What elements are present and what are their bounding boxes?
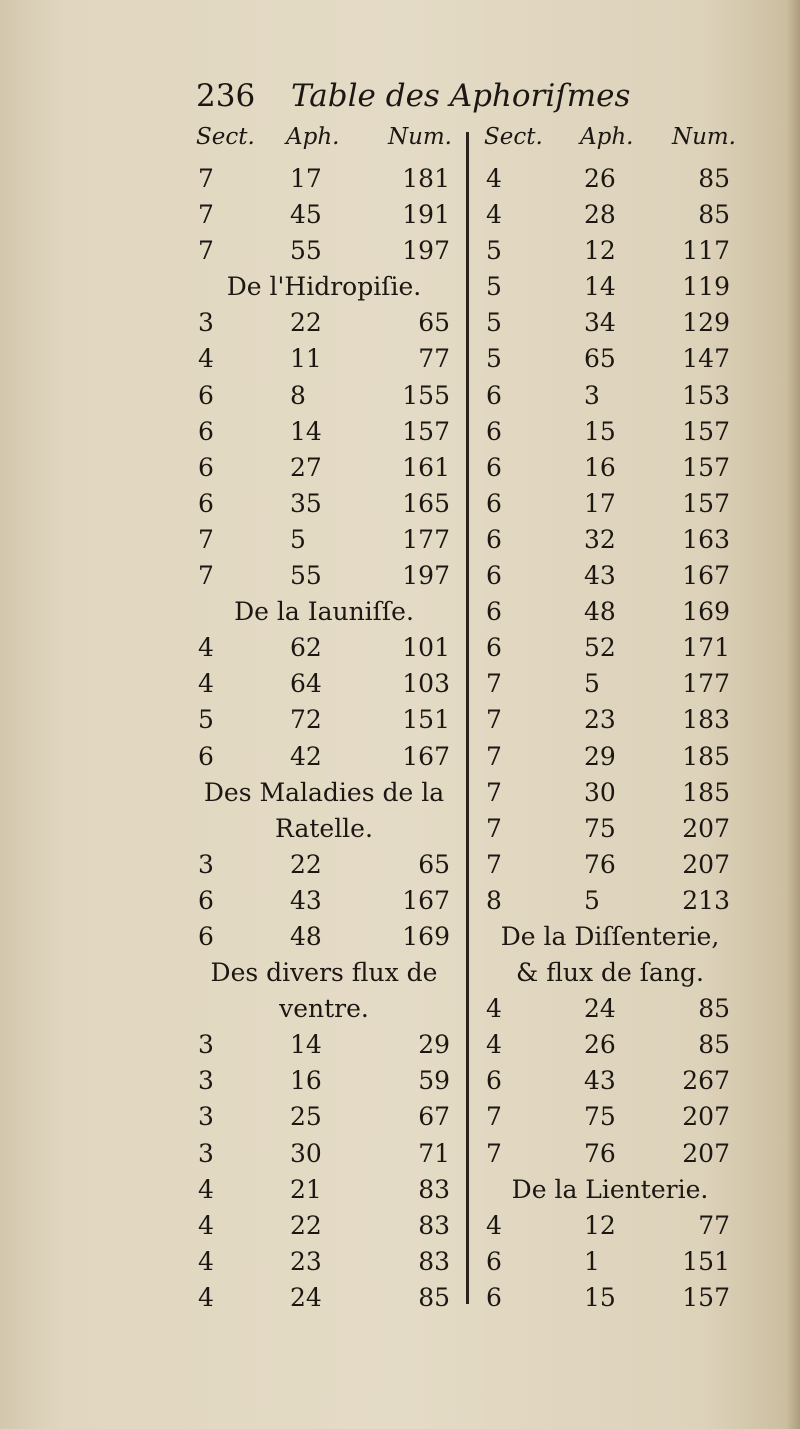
index-row bbox=[190, 1243, 458, 1279]
sect-value: 4 bbox=[198, 1210, 214, 1240]
num-value: 167 bbox=[682, 561, 730, 591]
index-row bbox=[476, 160, 744, 196]
section-heading bbox=[476, 1171, 744, 1207]
sect-value: 7 bbox=[198, 236, 214, 266]
right-rows bbox=[476, 160, 744, 1315]
num-value: 85 bbox=[698, 994, 730, 1024]
aph-value: 75 bbox=[584, 813, 616, 843]
aph-value: 1 bbox=[584, 1246, 600, 1276]
sect-value: 6 bbox=[486, 633, 502, 663]
sect-value: 3 bbox=[198, 849, 214, 879]
sect-value: 7 bbox=[486, 669, 502, 699]
sect-value: 6 bbox=[486, 452, 502, 482]
num-value: 171 bbox=[682, 633, 730, 663]
index-row bbox=[476, 593, 744, 629]
aph-value: 24 bbox=[584, 994, 616, 1024]
aph-value: 48 bbox=[290, 921, 322, 951]
index-row bbox=[476, 1062, 744, 1098]
index-row bbox=[190, 882, 458, 918]
aph-value: 14 bbox=[584, 272, 616, 302]
index-row bbox=[476, 232, 744, 268]
num-value: 157 bbox=[402, 416, 450, 446]
sect-value: 7 bbox=[198, 561, 214, 591]
sect-value: 6 bbox=[198, 416, 214, 446]
index-row bbox=[476, 304, 744, 340]
sect-value: 4 bbox=[198, 344, 214, 374]
aph-value: 43 bbox=[584, 1066, 616, 1096]
num-value: 163 bbox=[682, 524, 730, 554]
num-value: 85 bbox=[698, 1030, 730, 1060]
sect-header: Sect. bbox=[196, 124, 255, 150]
num-value: 83 bbox=[418, 1246, 450, 1276]
section-heading-text: De la Lienterie. bbox=[511, 1174, 709, 1204]
index-row bbox=[476, 1207, 744, 1243]
num-value: 213 bbox=[682, 885, 730, 915]
sect-value: 6 bbox=[198, 380, 214, 410]
section-heading-text: De l'Hidropiſie. bbox=[226, 272, 422, 302]
sect-value: 7 bbox=[486, 849, 502, 879]
aph-value: 5 bbox=[290, 524, 306, 554]
page-number: 236 bbox=[196, 78, 256, 114]
index-row bbox=[476, 1243, 744, 1279]
index-row bbox=[476, 377, 744, 413]
sect-value: 5 bbox=[198, 705, 214, 735]
num-value: 83 bbox=[418, 1174, 450, 1204]
aph-value: 55 bbox=[290, 236, 322, 266]
sect-value: 6 bbox=[486, 380, 502, 410]
num-value: 161 bbox=[402, 452, 450, 482]
num-value: 147 bbox=[682, 344, 730, 374]
aph-value: 75 bbox=[584, 1102, 616, 1132]
aph-value: 22 bbox=[290, 308, 322, 338]
num-value: 177 bbox=[682, 669, 730, 699]
sect-value: 6 bbox=[486, 561, 502, 591]
sect-value: 7 bbox=[486, 1102, 502, 1132]
sect-value: 4 bbox=[198, 1282, 214, 1312]
num-value: 67 bbox=[418, 1102, 450, 1132]
sect-value: 6 bbox=[198, 488, 214, 518]
num-value: 157 bbox=[682, 452, 730, 482]
section-heading bbox=[190, 774, 458, 810]
index-row bbox=[190, 1279, 458, 1315]
num-value: 157 bbox=[682, 488, 730, 518]
aph-value: 5 bbox=[584, 669, 600, 699]
num-value: 77 bbox=[698, 1210, 730, 1240]
num-value: 129 bbox=[682, 308, 730, 338]
section-heading-text: Des divers flux de bbox=[210, 958, 438, 988]
aph-value: 45 bbox=[290, 200, 322, 230]
sect-value: 6 bbox=[486, 1246, 502, 1276]
aph-value: 30 bbox=[584, 777, 616, 807]
section-heading-text: De la Iauniſſe. bbox=[234, 597, 414, 627]
num-value: 77 bbox=[418, 344, 450, 374]
aph-value: 55 bbox=[290, 561, 322, 591]
index-row bbox=[190, 918, 458, 954]
sect-value: 6 bbox=[486, 416, 502, 446]
index-row bbox=[190, 413, 458, 449]
num-value: 207 bbox=[682, 813, 730, 843]
aph-value: 14 bbox=[290, 1030, 322, 1060]
index-row bbox=[476, 557, 744, 593]
section-heading bbox=[476, 918, 744, 954]
aph-value: 26 bbox=[584, 1030, 616, 1060]
index-row bbox=[190, 557, 458, 593]
section-heading-text: Des Maladies de la bbox=[203, 777, 445, 807]
left-column-header bbox=[190, 124, 458, 160]
aph-value: 15 bbox=[584, 416, 616, 446]
aph-value: 23 bbox=[290, 1246, 322, 1276]
sect-value: 7 bbox=[198, 524, 214, 554]
index-row bbox=[476, 1135, 744, 1171]
sect-value: 7 bbox=[198, 164, 214, 193]
sect-value: 6 bbox=[198, 452, 214, 482]
num-value: 119 bbox=[682, 272, 730, 302]
num-value: 183 bbox=[682, 705, 730, 735]
aph-value: 28 bbox=[584, 200, 616, 230]
index-row bbox=[190, 629, 458, 665]
section-heading-text: Ratelle. bbox=[275, 813, 373, 843]
num-value: 167 bbox=[402, 885, 450, 915]
sect-value: 3 bbox=[198, 308, 214, 338]
index-row bbox=[190, 160, 458, 196]
index-row bbox=[190, 1098, 458, 1134]
aph-header: Aph. bbox=[580, 124, 634, 150]
num-value: 151 bbox=[682, 1246, 730, 1276]
index-row bbox=[476, 810, 744, 846]
sect-value: 6 bbox=[486, 1066, 502, 1096]
num-value: 165 bbox=[402, 488, 450, 518]
num-value: 85 bbox=[418, 1282, 450, 1312]
aph-value: 14 bbox=[290, 416, 322, 446]
aph-value: 35 bbox=[290, 488, 322, 518]
sect-value: 5 bbox=[486, 308, 502, 338]
aph-value: 42 bbox=[290, 741, 322, 771]
aph-value: 17 bbox=[584, 488, 616, 518]
sect-value: 4 bbox=[198, 633, 214, 663]
aph-value: 29 bbox=[584, 741, 616, 771]
num-value: 207 bbox=[682, 849, 730, 879]
aph-value: 34 bbox=[584, 308, 616, 338]
aph-value: 24 bbox=[290, 1282, 322, 1312]
index-row bbox=[476, 846, 744, 882]
index-row bbox=[476, 485, 744, 521]
num-value: 267 bbox=[682, 1066, 730, 1096]
index-row bbox=[190, 521, 458, 557]
index-row bbox=[476, 990, 744, 1026]
num-value: 153 bbox=[682, 380, 730, 410]
index-row bbox=[190, 738, 458, 774]
index-row bbox=[476, 882, 744, 918]
sect-value: 6 bbox=[486, 1282, 502, 1312]
sect-value: 4 bbox=[198, 1246, 214, 1276]
index-row bbox=[190, 340, 458, 376]
index-row bbox=[476, 1026, 744, 1062]
index-row bbox=[190, 1135, 458, 1171]
aph-header: Aph. bbox=[286, 124, 340, 150]
num-header: Num. bbox=[387, 124, 452, 150]
index-row bbox=[476, 665, 744, 701]
aph-value: 65 bbox=[584, 344, 616, 374]
sect-value: 6 bbox=[486, 524, 502, 554]
num-value: 83 bbox=[418, 1210, 450, 1240]
num-value: 197 bbox=[402, 561, 450, 591]
num-value: 191 bbox=[402, 200, 450, 230]
left-column bbox=[190, 124, 458, 1315]
num-value: 101 bbox=[402, 633, 450, 663]
right-column-header bbox=[476, 124, 744, 160]
sect-value: 7 bbox=[486, 741, 502, 771]
sect-value: 5 bbox=[486, 236, 502, 266]
aph-value: 16 bbox=[290, 1066, 322, 1096]
sect-value: 8 bbox=[486, 885, 502, 915]
num-value: 85 bbox=[698, 164, 730, 193]
aph-value: 15 bbox=[584, 1282, 616, 1312]
sect-value: 3 bbox=[198, 1138, 214, 1168]
index-row bbox=[190, 232, 458, 268]
aph-value: 76 bbox=[584, 849, 616, 879]
section-heading bbox=[190, 990, 458, 1026]
index-row bbox=[476, 521, 744, 557]
num-value: 117 bbox=[682, 236, 730, 266]
column-divider bbox=[466, 132, 469, 1304]
num-value: 155 bbox=[402, 380, 450, 410]
num-value: 157 bbox=[682, 416, 730, 446]
num-value: 185 bbox=[682, 741, 730, 771]
sect-header: Sect. bbox=[484, 124, 543, 150]
sect-value: 7 bbox=[198, 200, 214, 230]
num-header: Num. bbox=[671, 124, 736, 150]
index-row bbox=[476, 701, 744, 737]
sect-value: 4 bbox=[486, 164, 502, 193]
page-edge-shadow bbox=[786, 0, 800, 1429]
aph-value: 27 bbox=[290, 452, 322, 482]
num-value: 157 bbox=[682, 1282, 730, 1312]
aph-value: 62 bbox=[290, 633, 322, 663]
num-value: 177 bbox=[402, 524, 450, 554]
index-row bbox=[476, 196, 744, 232]
aph-value: 8 bbox=[290, 380, 306, 410]
aph-value: 23 bbox=[584, 705, 616, 735]
aph-value: 25 bbox=[290, 1102, 322, 1132]
sect-value: 6 bbox=[486, 488, 502, 518]
sect-value: 7 bbox=[486, 1138, 502, 1168]
section-heading bbox=[190, 954, 458, 990]
index-row bbox=[190, 846, 458, 882]
index-row bbox=[190, 701, 458, 737]
sect-value: 7 bbox=[486, 813, 502, 843]
num-value: 103 bbox=[402, 669, 450, 699]
section-heading bbox=[190, 593, 458, 629]
sect-value: 4 bbox=[198, 669, 214, 699]
num-value: 207 bbox=[682, 1138, 730, 1168]
aph-value: 22 bbox=[290, 849, 322, 879]
aph-value: 11 bbox=[290, 344, 322, 374]
aph-value: 16 bbox=[584, 452, 616, 482]
index-row bbox=[476, 340, 744, 376]
aph-value: 26 bbox=[584, 164, 616, 193]
aph-value: 22 bbox=[290, 1210, 322, 1240]
index-row bbox=[190, 196, 458, 232]
section-heading-text: De la Diſſenterie, bbox=[500, 921, 720, 951]
index-row bbox=[476, 1279, 744, 1315]
sect-value: 6 bbox=[198, 885, 214, 915]
index-row bbox=[190, 1207, 458, 1243]
sect-value: 6 bbox=[198, 741, 214, 771]
index-row bbox=[190, 1062, 458, 1098]
running-header bbox=[196, 78, 630, 114]
section-heading-text: & flux de ſang. bbox=[516, 958, 704, 988]
aph-value: 3 bbox=[584, 380, 600, 410]
num-value: 65 bbox=[418, 308, 450, 338]
section-heading bbox=[190, 268, 458, 304]
sect-value: 6 bbox=[198, 921, 214, 951]
index-row bbox=[476, 774, 744, 810]
num-value: 167 bbox=[402, 741, 450, 771]
sect-value: 4 bbox=[486, 994, 502, 1024]
aph-value: 32 bbox=[584, 524, 616, 554]
aph-value: 52 bbox=[584, 633, 616, 663]
num-value: 29 bbox=[418, 1030, 450, 1060]
num-value: 85 bbox=[698, 200, 730, 230]
num-value: 71 bbox=[418, 1138, 450, 1168]
aph-value: 76 bbox=[584, 1138, 616, 1168]
num-value: 197 bbox=[402, 236, 450, 266]
sect-value: 5 bbox=[486, 344, 502, 374]
aph-value: 72 bbox=[290, 705, 322, 735]
sect-value: 4 bbox=[198, 1174, 214, 1204]
index-row bbox=[190, 1171, 458, 1207]
index-row bbox=[190, 449, 458, 485]
num-value: 169 bbox=[682, 597, 730, 627]
aph-value: 17 bbox=[290, 164, 322, 193]
sect-value: 7 bbox=[486, 777, 502, 807]
section-heading bbox=[190, 810, 458, 846]
index-row bbox=[190, 304, 458, 340]
num-value: 169 bbox=[402, 921, 450, 951]
num-value: 207 bbox=[682, 1102, 730, 1132]
aph-value: 12 bbox=[584, 1210, 616, 1240]
sect-value: 6 bbox=[486, 597, 502, 627]
num-value: 65 bbox=[418, 849, 450, 879]
index-row bbox=[190, 665, 458, 701]
index-row bbox=[476, 629, 744, 665]
index-row bbox=[190, 485, 458, 521]
index-row bbox=[476, 1098, 744, 1134]
num-value: 185 bbox=[682, 777, 730, 807]
index-row bbox=[476, 738, 744, 774]
aph-value: 48 bbox=[584, 597, 616, 627]
page-title: Table des Aphoriſmes bbox=[291, 78, 631, 114]
aph-value: 21 bbox=[290, 1174, 322, 1204]
section-heading bbox=[476, 954, 744, 990]
aph-value: 12 bbox=[584, 236, 616, 266]
sect-value: 4 bbox=[486, 1030, 502, 1060]
aph-value: 30 bbox=[290, 1138, 322, 1168]
sect-value: 5 bbox=[486, 272, 502, 302]
aph-value: 43 bbox=[290, 885, 322, 915]
sect-value: 7 bbox=[486, 705, 502, 735]
right-column bbox=[476, 124, 744, 1315]
index-row bbox=[190, 377, 458, 413]
index-row bbox=[476, 268, 744, 304]
sect-value: 4 bbox=[486, 1210, 502, 1240]
index-row bbox=[476, 449, 744, 485]
sect-value: 3 bbox=[198, 1030, 214, 1060]
num-value: 59 bbox=[418, 1066, 450, 1096]
num-value: 151 bbox=[402, 705, 450, 735]
sect-value: 4 bbox=[486, 200, 502, 230]
sect-value: 3 bbox=[198, 1102, 214, 1132]
section-heading-text: ventre. bbox=[279, 994, 369, 1024]
aph-value: 43 bbox=[584, 561, 616, 591]
aph-value: 5 bbox=[584, 885, 600, 915]
index-row bbox=[476, 413, 744, 449]
num-value: 181 bbox=[402, 164, 450, 193]
aph-value: 64 bbox=[290, 669, 322, 699]
index-row bbox=[190, 1026, 458, 1062]
sect-value: 3 bbox=[198, 1066, 214, 1096]
left-rows bbox=[190, 160, 458, 1315]
